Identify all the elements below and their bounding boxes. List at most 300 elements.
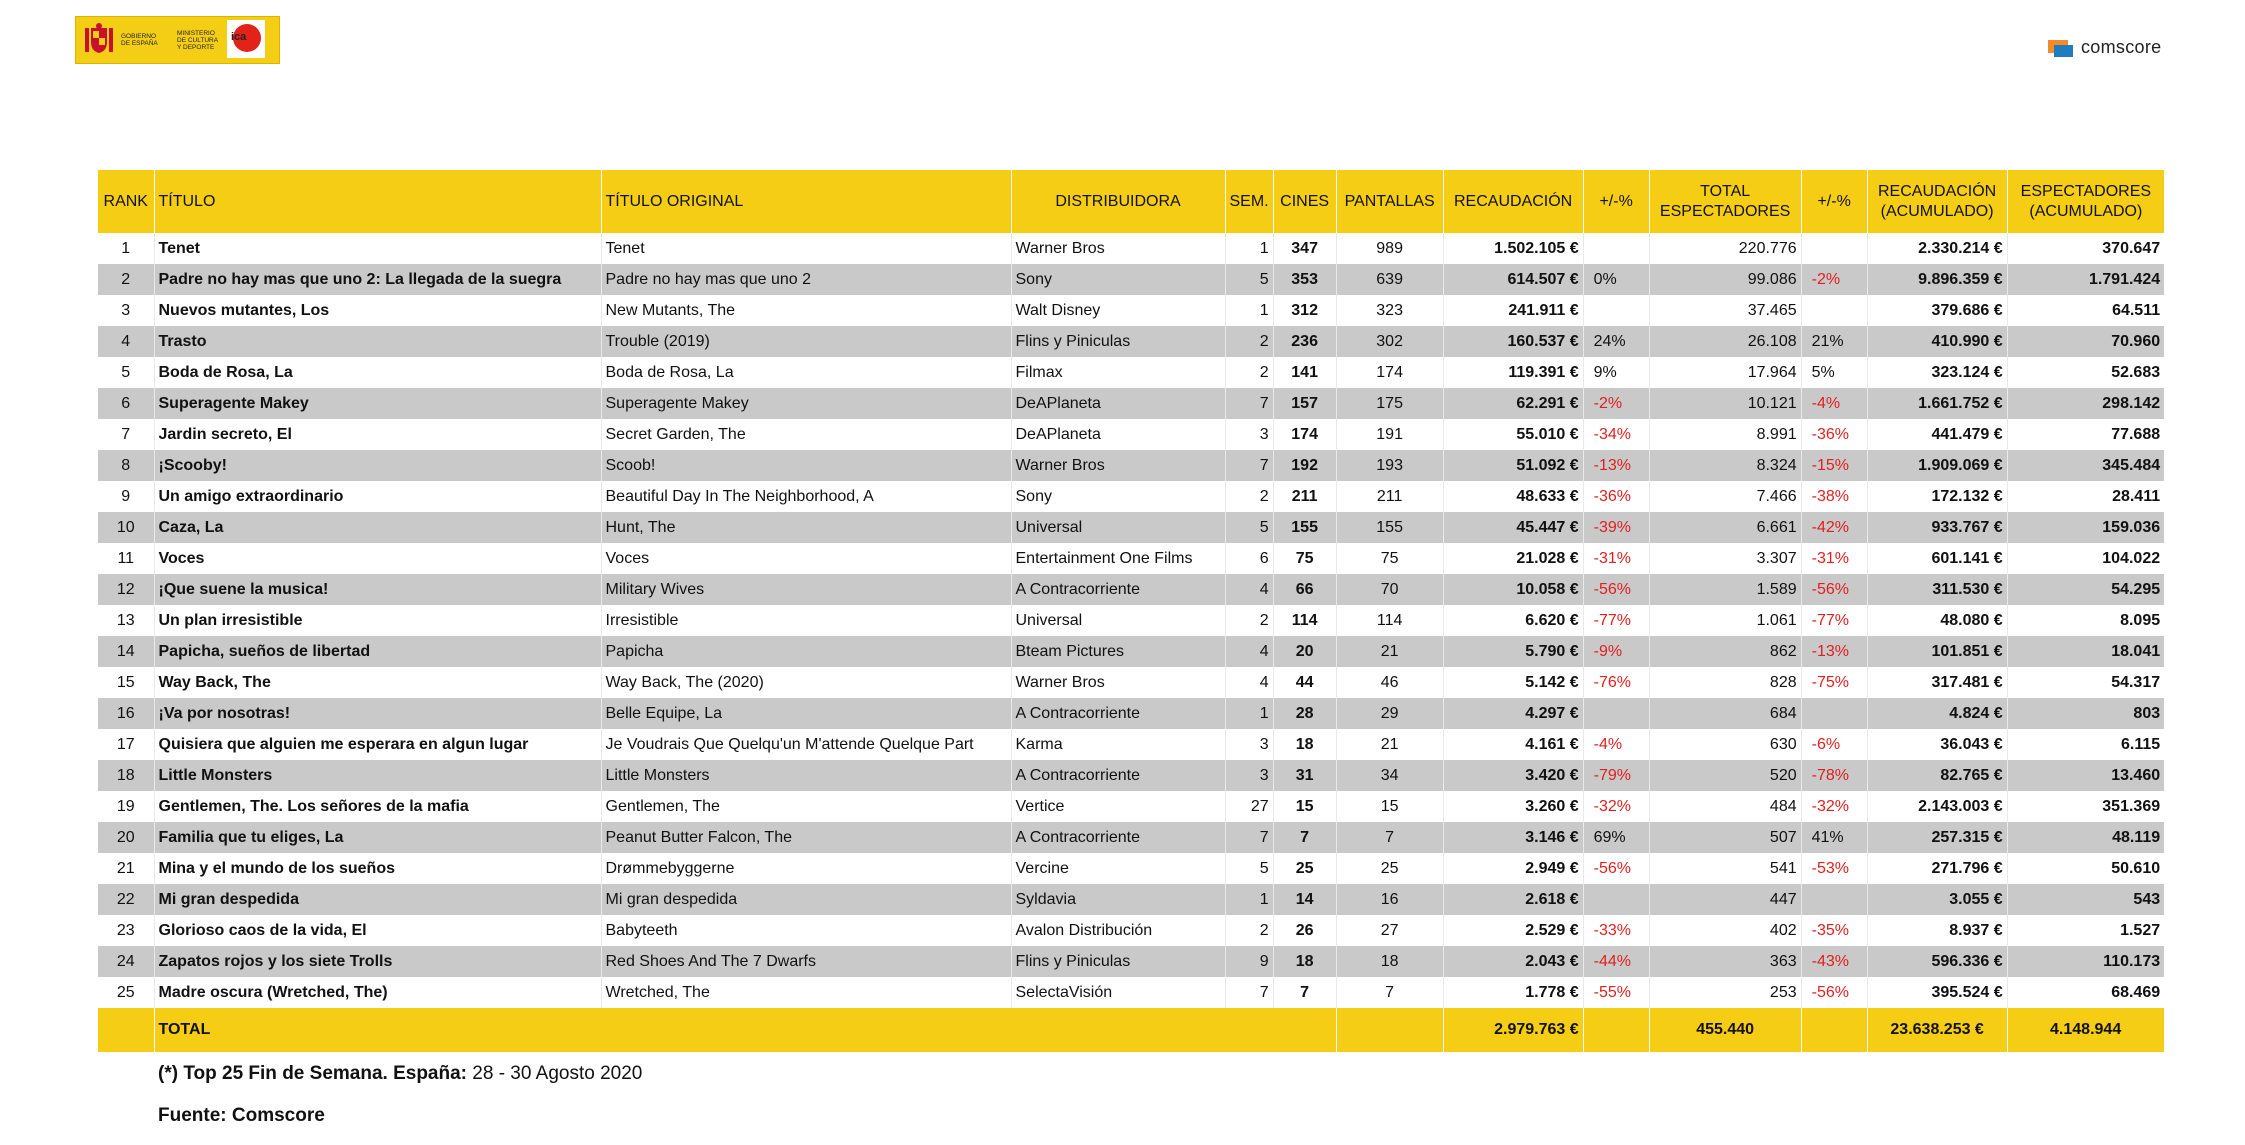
cell-recaudacion: 160.537 € [1443, 326, 1583, 357]
cell-titulo-original: Gentlemen, The [601, 791, 1011, 822]
cell-titulo: Glorioso caos de la vida, El [154, 915, 601, 946]
cell-semanas: 7 [1225, 450, 1273, 481]
cell-titulo-original: Tenet [601, 233, 1011, 264]
cell-cines: 18 [1273, 946, 1336, 977]
cell-recaudacion-acumulado: 311.530 € [1867, 574, 2007, 605]
cell-semanas: 5 [1225, 853, 1273, 884]
cell-recaudacion: 3.260 € [1443, 791, 1583, 822]
cell-variacion-recaudacion: 24% [1583, 326, 1649, 357]
cell-pantallas: 34 [1336, 760, 1443, 791]
cell-cines: 347 [1273, 233, 1336, 264]
cell-rank: 9 [98, 481, 154, 512]
table-row [98, 884, 2164, 915]
table-row [98, 574, 2164, 605]
cell-variacion-espectadores: -31% [1801, 543, 1867, 574]
cell-cines: 312 [1273, 295, 1336, 326]
cell-variacion-espectadores: -36% [1801, 419, 1867, 450]
cell-espectadores: 3.307 [1649, 543, 1801, 574]
cell-variacion-espectadores: -15% [1801, 450, 1867, 481]
comscore-logo [2048, 37, 2161, 58]
cell-pantallas: 29 [1336, 698, 1443, 729]
footnote-dates: 28 - 30 Agosto 2020 [472, 1063, 643, 1084]
cell-recaudacion-acumulado: 1.909.069 € [1867, 450, 2007, 481]
cell-distribuidora: Flins y Piniculas [1011, 326, 1225, 357]
cell-variacion-espectadores: -77% [1801, 605, 1867, 636]
table-row [98, 233, 2164, 264]
cell-rank: 13 [98, 605, 154, 636]
cell-variacion-recaudacion: -31% [1583, 543, 1649, 574]
cell-titulo: Nuevos mutantes, Los [154, 295, 601, 326]
cell-distribuidora: A Contracorriente [1011, 698, 1225, 729]
cell-titulo: Boda de Rosa, La [154, 357, 601, 388]
cell-espectadores-acumulado: 77.688 [2007, 419, 2164, 450]
cell-espectadores-acumulado: 54.295 [2007, 574, 2164, 605]
cell-espectadores-acumulado: 54.317 [2007, 667, 2164, 698]
cell-variacion-recaudacion: -2% [1583, 388, 1649, 419]
cell-distribuidora: Entertainment One Films [1011, 543, 1225, 574]
ica-logo: ica [227, 20, 265, 58]
cell-semanas: 1 [1225, 295, 1273, 326]
table-row [98, 853, 2164, 884]
box-office-table [98, 170, 2165, 1052]
cell-cines: 7 [1273, 822, 1336, 853]
cell-cines: 75 [1273, 543, 1336, 574]
cell-semanas: 2 [1225, 357, 1273, 388]
cell-espectadores-acumulado: 8.095 [2007, 605, 2164, 636]
cell-espectadores-acumulado: 50.610 [2007, 853, 2164, 884]
cell-recaudacion: 5.142 € [1443, 667, 1583, 698]
cell-semanas: 1 [1225, 698, 1273, 729]
cell-cines: 18 [1273, 729, 1336, 760]
cell-recaudacion-acumulado: 101.851 € [1867, 636, 2007, 667]
cell-titulo-original: Way Back, The (2020) [601, 667, 1011, 698]
cell-recaudacion: 45.447 € [1443, 512, 1583, 543]
col-distribuidora: DISTRIBUIDORA [1011, 170, 1225, 233]
cell-variacion-espectadores: -6% [1801, 729, 1867, 760]
cell-titulo-original: Secret Garden, The [601, 419, 1011, 450]
cell-espectadores: 1.589 [1649, 574, 1801, 605]
col-pantallas: PANTALLAS [1336, 170, 1443, 233]
cell-titulo: ¡Va por nosotras! [154, 698, 601, 729]
cell-pantallas: 21 [1336, 636, 1443, 667]
cell-variacion-espectadores: -2% [1801, 264, 1867, 295]
cell-distribuidora: Walt Disney [1011, 295, 1225, 326]
col-titulo: TÍTULO [154, 170, 601, 233]
cell-titulo: Caza, La [154, 512, 601, 543]
cell-pantallas: 175 [1336, 388, 1443, 419]
cell-titulo: Mina y el mundo de los sueños [154, 853, 601, 884]
cell-recaudacion: 2.618 € [1443, 884, 1583, 915]
cell-recaudacion: 614.507 € [1443, 264, 1583, 295]
cell-espectadores-acumulado: 70.960 [2007, 326, 2164, 357]
col-rank: RANK [98, 170, 154, 233]
cell-espectadores: 862 [1649, 636, 1801, 667]
cell-semanas: 27 [1225, 791, 1273, 822]
cell-distribuidora: Karma [1011, 729, 1225, 760]
table-row [98, 760, 2164, 791]
cell-distribuidora: Bteam Pictures [1011, 636, 1225, 667]
cell-espectadores: 17.964 [1649, 357, 1801, 388]
table-row [98, 636, 2164, 667]
cell-distribuidora: Warner Bros [1011, 233, 1225, 264]
cell-distribuidora: Vercine [1011, 853, 1225, 884]
cell-rank: 12 [98, 574, 154, 605]
cell-titulo: Zapatos rojos y los siete Trolls [154, 946, 601, 977]
cell-semanas: 6 [1225, 543, 1273, 574]
cell-titulo-original: Trouble (2019) [601, 326, 1011, 357]
col-semanas: SEM. [1225, 170, 1273, 233]
cell-pantallas: 16 [1336, 884, 1443, 915]
cell-espectadores: 7.466 [1649, 481, 1801, 512]
cell-recaudacion-acumulado: 317.481 € [1867, 667, 2007, 698]
cell-pantallas: 15 [1336, 791, 1443, 822]
cell-cines: 20 [1273, 636, 1336, 667]
cell-distribuidora: Universal [1011, 605, 1225, 636]
cell-espectadores: 828 [1649, 667, 1801, 698]
cell-variacion-recaudacion: -13% [1583, 450, 1649, 481]
cell-recaudacion-acumulado: 323.124 € [1867, 357, 2007, 388]
cell-pantallas: 7 [1336, 977, 1443, 1008]
cell-rank: 21 [98, 853, 154, 884]
cell-espectadores-acumulado: 28.411 [2007, 481, 2164, 512]
cell-espectadores-acumulado: 110.173 [2007, 946, 2164, 977]
cell-titulo-original: Military Wives [601, 574, 1011, 605]
table-row [98, 977, 2164, 1008]
cell-variacion-espectadores: -38% [1801, 481, 1867, 512]
cell-variacion-espectadores: -35% [1801, 915, 1867, 946]
cell-pantallas: 46 [1336, 667, 1443, 698]
cell-distribuidora: Syldavia [1011, 884, 1225, 915]
cell-variacion-recaudacion: 69% [1583, 822, 1649, 853]
cell-rank: 7 [98, 419, 154, 450]
cell-recaudacion: 4.297 € [1443, 698, 1583, 729]
gobierno-text: GOBIERNO DE ESPAÑA [121, 33, 158, 47]
cell-semanas: 5 [1225, 264, 1273, 295]
table-row [98, 481, 2164, 512]
cell-semanas: 1 [1225, 884, 1273, 915]
cell-variacion-espectadores: -43% [1801, 946, 1867, 977]
cell-recaudacion: 10.058 € [1443, 574, 1583, 605]
cell-rank: 15 [98, 667, 154, 698]
cell-cines: 14 [1273, 884, 1336, 915]
cell-espectadores-acumulado: 1.791.424 [2007, 264, 2164, 295]
cell-recaudacion: 3.420 € [1443, 760, 1583, 791]
cell-semanas: 4 [1225, 667, 1273, 698]
cell-titulo-original: Belle Equipe, La [601, 698, 1011, 729]
cell-variacion-recaudacion [1583, 295, 1649, 326]
cell-recaudacion-acumulado: 395.524 € [1867, 977, 2007, 1008]
cell-titulo-original: Hunt, The [601, 512, 1011, 543]
cell-pantallas: 7 [1336, 822, 1443, 853]
cell-titulo: Mi gran despedida [154, 884, 601, 915]
cell-distribuidora: Universal [1011, 512, 1225, 543]
cell-rank: 18 [98, 760, 154, 791]
col-titulo-original: TÍTULO ORIGINAL [601, 170, 1011, 233]
cell-espectadores: 630 [1649, 729, 1801, 760]
cell-rank: 6 [98, 388, 154, 419]
cell-espectadores-acumulado: 543 [2007, 884, 2164, 915]
cell-espectadores-acumulado: 52.683 [2007, 357, 2164, 388]
cell-variacion-recaudacion: -77% [1583, 605, 1649, 636]
footnote [158, 1063, 642, 1085]
cell-rank: 3 [98, 295, 154, 326]
cell-recaudacion-acumulado: 271.796 € [1867, 853, 2007, 884]
coat-of-arms-icon [81, 22, 117, 58]
cell-espectadores-acumulado: 370.647 [2007, 233, 2164, 264]
cell-variacion-espectadores: -13% [1801, 636, 1867, 667]
total-recaudacion: 2.979.763 € [1443, 1008, 1583, 1052]
cell-titulo-original: Boda de Rosa, La [601, 357, 1011, 388]
cell-distribuidora: SelectaVisión [1011, 977, 1225, 1008]
total-label: TOTAL [154, 1008, 1336, 1052]
cell-variacion-espectadores [1801, 295, 1867, 326]
cell-titulo: Madre oscura (Wretched, The) [154, 977, 601, 1008]
ministerio-text: MINISTERIO DE CULTURA Y DEPORTE [177, 29, 218, 51]
cell-variacion-espectadores: -78% [1801, 760, 1867, 791]
cell-cines: 114 [1273, 605, 1336, 636]
cell-espectadores: 520 [1649, 760, 1801, 791]
cell-variacion-recaudacion [1583, 233, 1649, 264]
cell-cines: 141 [1273, 357, 1336, 388]
cell-rank: 19 [98, 791, 154, 822]
cell-distribuidora: A Contracorriente [1011, 822, 1225, 853]
cell-variacion-espectadores: 5% [1801, 357, 1867, 388]
cell-cines: 31 [1273, 760, 1336, 791]
cell-espectadores: 541 [1649, 853, 1801, 884]
cell-titulo: Little Monsters [154, 760, 601, 791]
col-cines: CINES [1273, 170, 1336, 233]
cell-variacion-espectadores: 21% [1801, 326, 1867, 357]
cell-espectadores: 363 [1649, 946, 1801, 977]
cell-espectadores-acumulado: 1.527 [2007, 915, 2164, 946]
cell-variacion-recaudacion: -79% [1583, 760, 1649, 791]
cell-recaudacion-acumulado: 410.990 € [1867, 326, 2007, 357]
cell-titulo: Quisiera que alguien me esperara en algun lugar [154, 729, 601, 760]
cell-variacion-recaudacion: -76% [1583, 667, 1649, 698]
cell-cines: 44 [1273, 667, 1336, 698]
cell-distribuidora: Warner Bros [1011, 450, 1225, 481]
cell-titulo: Way Back, The [154, 667, 601, 698]
cell-variacion-espectadores: -53% [1801, 853, 1867, 884]
comscore-icon [2048, 38, 2073, 57]
cell-variacion-espectadores: -4% [1801, 388, 1867, 419]
cell-cines: 15 [1273, 791, 1336, 822]
cell-recaudacion: 119.391 € [1443, 357, 1583, 388]
cell-pantallas: 21 [1336, 729, 1443, 760]
table-row [98, 822, 2164, 853]
cell-pantallas: 193 [1336, 450, 1443, 481]
cell-cines: 157 [1273, 388, 1336, 419]
cell-recaudacion: 4.161 € [1443, 729, 1583, 760]
cell-titulo: Familia que tu eliges, La [154, 822, 601, 853]
cell-semanas: 2 [1225, 605, 1273, 636]
table-row [98, 419, 2164, 450]
gobierno-logo [75, 16, 280, 64]
cell-cines: 66 [1273, 574, 1336, 605]
cell-titulo: Gentlemen, The. Los señores de la mafia [154, 791, 601, 822]
cell-recaudacion-acumulado: 933.767 € [1867, 512, 2007, 543]
cell-titulo-original: Little Monsters [601, 760, 1011, 791]
cell-recaudacion-acumulado: 8.937 € [1867, 915, 2007, 946]
table-row [98, 357, 2164, 388]
cell-variacion-espectadores [1801, 698, 1867, 729]
cell-titulo-original: Drømmebyggerne [601, 853, 1011, 884]
cell-espectadores: 484 [1649, 791, 1801, 822]
cell-pantallas: 114 [1336, 605, 1443, 636]
cell-espectadores: 99.086 [1649, 264, 1801, 295]
cell-recaudacion-acumulado: 36.043 € [1867, 729, 2007, 760]
cell-espectadores-acumulado: 803 [2007, 698, 2164, 729]
table-row [98, 729, 2164, 760]
cell-rank: 17 [98, 729, 154, 760]
cell-pantallas: 989 [1336, 233, 1443, 264]
cell-distribuidora: Sony [1011, 481, 1225, 512]
cell-titulo-original: Je Voudrais Que Quelqu'un M'attende Quelque Part [601, 729, 1011, 760]
cell-rank: 23 [98, 915, 154, 946]
cell-recaudacion: 241.911 € [1443, 295, 1583, 326]
cell-espectadores-acumulado: 6.115 [2007, 729, 2164, 760]
cell-pantallas: 211 [1336, 481, 1443, 512]
cell-cines: 7 [1273, 977, 1336, 1008]
cell-espectadores: 1.061 [1649, 605, 1801, 636]
cell-distribuidora: DeAPlaneta [1011, 388, 1225, 419]
total-row [98, 1008, 2164, 1052]
cell-semanas: 4 [1225, 574, 1273, 605]
cell-espectadores-acumulado: 64.511 [2007, 295, 2164, 326]
cell-variacion-recaudacion: -34% [1583, 419, 1649, 450]
cell-cines: 353 [1273, 264, 1336, 295]
cell-variacion-espectadores: -56% [1801, 574, 1867, 605]
cell-variacion-recaudacion: -9% [1583, 636, 1649, 667]
cell-titulo-original: Babyteeth [601, 915, 1011, 946]
cell-variacion-espectadores: -56% [1801, 977, 1867, 1008]
cell-semanas: 7 [1225, 977, 1273, 1008]
cell-recaudacion: 62.291 € [1443, 388, 1583, 419]
cell-titulo: Papicha, sueños de libertad [154, 636, 601, 667]
cell-titulo: Padre no hay mas que uno 2: La llegada de la suegra [154, 264, 601, 295]
cell-cines: 174 [1273, 419, 1336, 450]
cell-rank: 8 [98, 450, 154, 481]
cell-rank: 14 [98, 636, 154, 667]
cell-rank: 2 [98, 264, 154, 295]
cell-recaudacion: 1.778 € [1443, 977, 1583, 1008]
cell-distribuidora: Flins y Piniculas [1011, 946, 1225, 977]
cell-espectadores-acumulado: 298.142 [2007, 388, 2164, 419]
cell-cines: 236 [1273, 326, 1336, 357]
cell-recaudacion-acumulado: 9.896.359 € [1867, 264, 2007, 295]
cell-variacion-recaudacion [1583, 884, 1649, 915]
table-row [98, 388, 2164, 419]
cell-espectadores: 684 [1649, 698, 1801, 729]
cell-titulo-original: Papicha [601, 636, 1011, 667]
cell-pantallas: 302 [1336, 326, 1443, 357]
table-row [98, 512, 2164, 543]
col-recaudacion-acumulado: RECAUDACIÓN (ACUMULADO) [1867, 170, 2007, 233]
cell-recaudacion-acumulado: 48.080 € [1867, 605, 2007, 636]
cell-distribuidora: A Contracorriente [1011, 574, 1225, 605]
cell-variacion-recaudacion: -39% [1583, 512, 1649, 543]
col-espectadores-acumulado: ESPECTADORES (ACUMULADO) [2007, 170, 2164, 233]
cell-cines: 155 [1273, 512, 1336, 543]
cell-recaudacion: 48.633 € [1443, 481, 1583, 512]
cell-titulo: Trasto [154, 326, 601, 357]
cell-titulo-original: Mi gran despedida [601, 884, 1011, 915]
cell-espectadores: 8.991 [1649, 419, 1801, 450]
source-note: Fuente: Comscore [158, 1105, 325, 1126]
total-cell-empty [1583, 1008, 1649, 1052]
cell-variacion-espectadores: -42% [1801, 512, 1867, 543]
cell-titulo-original: Red Shoes And The 7 Dwarfs [601, 946, 1011, 977]
total-espectadores-acumulado: 4.148.944 [2007, 1008, 2164, 1052]
cell-pantallas: 191 [1336, 419, 1443, 450]
cell-variacion-recaudacion: -44% [1583, 946, 1649, 977]
cell-variacion-recaudacion: -36% [1583, 481, 1649, 512]
cell-rank: 4 [98, 326, 154, 357]
cell-variacion-recaudacion: -55% [1583, 977, 1649, 1008]
cell-recaudacion: 5.790 € [1443, 636, 1583, 667]
cell-semanas: 9 [1225, 946, 1273, 977]
total-recaudacion-acumulado: 23.638.253 € [1867, 1008, 2007, 1052]
cell-rank: 24 [98, 946, 154, 977]
cell-recaudacion-acumulado: 601.141 € [1867, 543, 2007, 574]
cell-recaudacion-acumulado: 1.661.752 € [1867, 388, 2007, 419]
cell-distribuidora: Vertice [1011, 791, 1225, 822]
cell-pantallas: 639 [1336, 264, 1443, 295]
cell-semanas: 7 [1225, 388, 1273, 419]
cell-variacion-espectadores [1801, 233, 1867, 264]
cell-recaudacion: 2.949 € [1443, 853, 1583, 884]
cell-rank: 22 [98, 884, 154, 915]
cell-semanas: 3 [1225, 760, 1273, 791]
cell-titulo: ¡Que suene la musica! [154, 574, 601, 605]
cell-espectadores-acumulado: 159.036 [2007, 512, 2164, 543]
cell-espectadores-acumulado: 345.484 [2007, 450, 2164, 481]
cell-recaudacion-acumulado: 441.479 € [1867, 419, 2007, 450]
cell-variacion-espectadores: -32% [1801, 791, 1867, 822]
table-header-row [98, 170, 2164, 233]
cell-distribuidora: Warner Bros [1011, 667, 1225, 698]
cell-titulo-original: New Mutants, The [601, 295, 1011, 326]
cell-espectadores: 507 [1649, 822, 1801, 853]
cell-semanas: 7 [1225, 822, 1273, 853]
cell-rank: 5 [98, 357, 154, 388]
cell-recaudacion: 55.010 € [1443, 419, 1583, 450]
cell-recaudacion: 1.502.105 € [1443, 233, 1583, 264]
cell-variacion-recaudacion: -4% [1583, 729, 1649, 760]
cell-distribuidora: A Contracorriente [1011, 760, 1225, 791]
cell-semanas: 3 [1225, 419, 1273, 450]
cell-recaudacion: 3.146 € [1443, 822, 1583, 853]
col-recaudacion: RECAUDACIÓN [1443, 170, 1583, 233]
cell-rank: 10 [98, 512, 154, 543]
table-row [98, 543, 2164, 574]
cell-variacion-recaudacion: -33% [1583, 915, 1649, 946]
cell-semanas: 5 [1225, 512, 1273, 543]
cell-titulo-original: Padre no hay mas que uno 2 [601, 264, 1011, 295]
footnote-label: (*) Top 25 Fin de Semana. España: [158, 1063, 467, 1084]
cell-recaudacion: 21.028 € [1443, 543, 1583, 574]
total-espectadores: 455.440 [1649, 1008, 1801, 1052]
cell-espectadores: 253 [1649, 977, 1801, 1008]
cell-rank: 11 [98, 543, 154, 574]
cell-variacion-recaudacion: -56% [1583, 574, 1649, 605]
cell-recaudacion-acumulado: 2.330.214 € [1867, 233, 2007, 264]
cell-rank: 20 [98, 822, 154, 853]
cell-titulo-original: Superagente Makey [601, 388, 1011, 419]
cell-semanas: 2 [1225, 481, 1273, 512]
table-row [98, 915, 2164, 946]
cell-titulo-original: Scoob! [601, 450, 1011, 481]
